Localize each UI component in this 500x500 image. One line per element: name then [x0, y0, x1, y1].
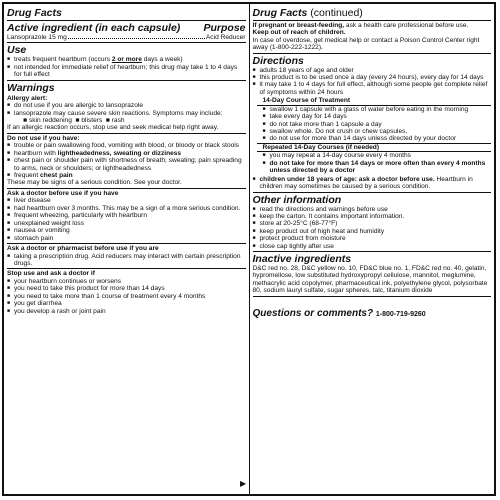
- active-ingredient-section: [7, 20, 246, 41]
- use-section: [7, 42, 246, 78]
- list-item: ■ not intended for immediate relief of heartburn; this drug may take 1 to 4 days for full effect: [7, 64, 246, 79]
- list-item: ■ had heartburn over 3 months. This may be a sign of a more serious condition.: [7, 205, 246, 212]
- list-item: ■ keep product out of high heat and humidity: [253, 228, 492, 235]
- list-item: ■ heartburn with lightheadedness, sweating or dizziness: [7, 150, 246, 157]
- active-heading: Active ingredient (in each capsule): [7, 22, 181, 34]
- list-item: ■ do not take for more than 14 days or more often than every 4 months unless directed by a doctor: [263, 160, 492, 175]
- keep-out-reach-title: Keep out of reach of children.: [252, 29, 346, 37]
- list-item: ■ frequent chest pain: [7, 172, 246, 179]
- questions-section: [253, 296, 492, 319]
- ingredient: Lansoprazole 15 mg: [7, 34, 67, 41]
- list-item: ■ unexplained weight loss: [7, 220, 246, 227]
- inactive-heading: Inactive ingredients: [252, 252, 352, 265]
- drug-facts-panel: [2, 2, 496, 496]
- stop-use-title: Stop use and ask a doctor if: [7, 270, 95, 278]
- list-item: ■ do not take more than 1 capsule a day: [263, 121, 492, 128]
- questions-phone: 1-800-719-9260: [375, 310, 426, 318]
- do-not-use-title: Do not use if you have:: [7, 134, 80, 142]
- right-column: Drug Facts (continued) If pregnant or breast-feeding, ask a health care professional before use. Keep out of reach of children. In case of overdose, get medical help or contact a Poison Control Center right away (1-800-222-1222). Directions ■ adults 18 years of age and older ■ this product is to be used once a day (every 24 hours), every day for 14 days ■ it may take 1 to 4 days for full effect, although some people get complete relief of symptoms within 24 hours 14-Day Course of Treatment ■ swallow 1 capsule with a glass of water before eating in the morning ■ take every day for 14 days ■ do not take more than 1 capsule a day ■ swallow whole. Do not crush or chew capsules. ■ do not use for more than 14 days unless directed by your doctor Repeated 14-Day Courses (if needed) ■ you may repeat a 14-day course every 4 months ■ do not take for more than 14 days or more often than every 4 months unless directed by a doctor ■ children under 18 years of age: ask a doctor before use. Heartburn in children may sometimes be caused by a serious condition. Other information ■ read the directions and warnings before use ■ keep the carton. It contains important information. ■ store at 20-25°C (68-77°F) ■ keep product out of high heat and humidity ■ protect product from moisture ■ close cap tightly after use Inactive ingredients D&C red no. 28, D&C yellow no. 10, FD&C blue no. 1, FD&C red no. 40, gelatin, hypromellose, low substituted hydroxypropyl cellulose, mannitol, meglumine, methacrylic acid copolymer, pharmaceutical ink, polyethylene glycol, polysorbate 80, sodium lauryl sulfate, sugar spheres, talc, titanium dioxide Questions or comments? 1-800-719-9260: [250, 4, 495, 494]
- warnings-heading: Warnings: [7, 81, 55, 94]
- other-information-section: [253, 192, 492, 250]
- list-item: ■ close cap tightly after use: [253, 243, 492, 250]
- list-item: ■ you get diarrhea: [7, 300, 246, 307]
- list-item: ■ lansoprazole may cause severe skin reactions. Symptoms may include: ■ skin reddening ■ blisters ■ rash: [7, 110, 246, 125]
- ask-doctor-title: Ask a doctor before use if you have: [7, 189, 119, 197]
- list-item: ■ trouble or pain swallowing food, vomiting with blood, or bloody or black stools: [7, 142, 246, 149]
- list-item: ■ you need to take this product for more than 14 days: [7, 285, 246, 292]
- list-item: ■ you may repeat a 14-day course every 4 months: [263, 152, 492, 159]
- list-item: ■ do not use for more than 14 days unless directed by your doctor: [263, 135, 492, 142]
- list-item: ■ read the directions and warnings before use: [253, 206, 492, 213]
- overdose-text: In case of overdose, get medical help or contact a Poison Control Center right away (1-800-222-1222).: [252, 36, 480, 52]
- left-column: [4, 4, 250, 494]
- use-list: [7, 56, 246, 78]
- purpose: Acid Reducer: [205, 34, 246, 41]
- title-section: [7, 6, 246, 19]
- list-item: ■ stomach pain: [7, 235, 246, 242]
- course-title: 14-Day Course of Treatment: [257, 97, 492, 106]
- inactive-text: D&C red no. 28, D&C yellow no. 10, FD&C blue no. 1, FD&C red no. 40, gelatin, hypromellose, low substituted hydroxypropyl cellulose, mannitol, meglumine, methacrylic acid copolymer, pharmaceutical ink, polyethylene glycol, polysorbate 80, sodium lauryl sulfate, sugar spheres, talc, titanium dioxide: [252, 264, 488, 295]
- questions-heading: Questions or comments?: [252, 307, 374, 319]
- allergy-note: If an allergic reaction occurs, stop use and seek medical help right away.: [7, 124, 219, 132]
- list-item: ■ swallow 1 capsule with a glass of water before eating in the morning: [263, 106, 492, 113]
- directions-heading: Directions: [252, 54, 304, 67]
- list-item: ■ chest pain or shoulder pain with shortness of breath; sweating; pain spreading to arms, neck or shoulders; or lightheadedness: [7, 157, 246, 172]
- other-heading: Other information: [252, 193, 342, 206]
- course-box: [257, 97, 492, 174]
- repeat-title: Repeated 14-Day Courses (if needed): [257, 143, 492, 153]
- directions-section: [253, 53, 492, 191]
- list-item: ■ your heartburn continues or worsens: [7, 278, 246, 285]
- list-item: ■ do not use if you are allergic to lansoprazole: [7, 102, 246, 109]
- list-item: ■ take every day for 14 days: [263, 113, 492, 120]
- warnings-section: [7, 80, 246, 315]
- drug-facts-title: Drug Facts: [7, 7, 62, 19]
- ask-pharmacist-title: Ask a doctor or pharmacist before use if you are: [7, 244, 159, 252]
- list-item: ■ treats frequent heartburn (occurs 2 or more days a week): [7, 56, 246, 63]
- list-item: ■ adults 18 years of age and older: [253, 67, 492, 74]
- list-item: ■ this product is to be used once a day (every 24 hours), every day for 14 days: [253, 74, 492, 81]
- list-item: ■ keep the carton. It contains important information.: [253, 213, 492, 220]
- list-item: ■ you develop a rash or joint pain: [7, 308, 246, 315]
- list-item: ■ you need to take more than 1 course of treatment every 4 months: [7, 293, 246, 300]
- list-item: ■ swallow whole. Do not crush or chew capsules.: [263, 128, 492, 135]
- purpose-heading: Purpose: [203, 22, 246, 34]
- dnu-note: These may be signs of a serious condition. See your doctor.: [7, 179, 182, 187]
- continue-arrow-icon: ▶: [240, 479, 247, 488]
- inactive-ingredients-section: [253, 251, 492, 295]
- list-item: ■ taking a prescription drug. Acid reducers may interact with certain prescription drugs.: [7, 253, 246, 268]
- pregnancy-section: If pregnant or breast-feeding, ask a health care professional before use. Keep out of reach of children. In case of overdose, get medical help or contact a Poison Control Center right away (1-800-222-1222).: [253, 20, 492, 52]
- list-item: ■ children under 18 years of age: ask a doctor before use. Heartburn in children may sometimes be caused by a serious condition.: [253, 176, 492, 191]
- use-heading: Use: [7, 44, 27, 57]
- list-item: ■ protect product from moisture: [253, 235, 492, 242]
- list-item: ■ liver disease: [7, 197, 246, 204]
- list-item: ■ frequent wheezing, particularly with heartburn: [7, 212, 246, 219]
- allergy-alert-title: Allergy alert:: [7, 94, 48, 102]
- list-item: ■ nausea or vomiting: [7, 227, 246, 234]
- list-item: ■ store at 20-25°C (68-77°F): [253, 220, 492, 227]
- list-item: ■ it may take 1 to 4 days for full effect, although some people get complete relief of symptoms within 24 hours: [253, 81, 492, 96]
- drug-facts-continued-title: Drug Facts: [252, 7, 308, 19]
